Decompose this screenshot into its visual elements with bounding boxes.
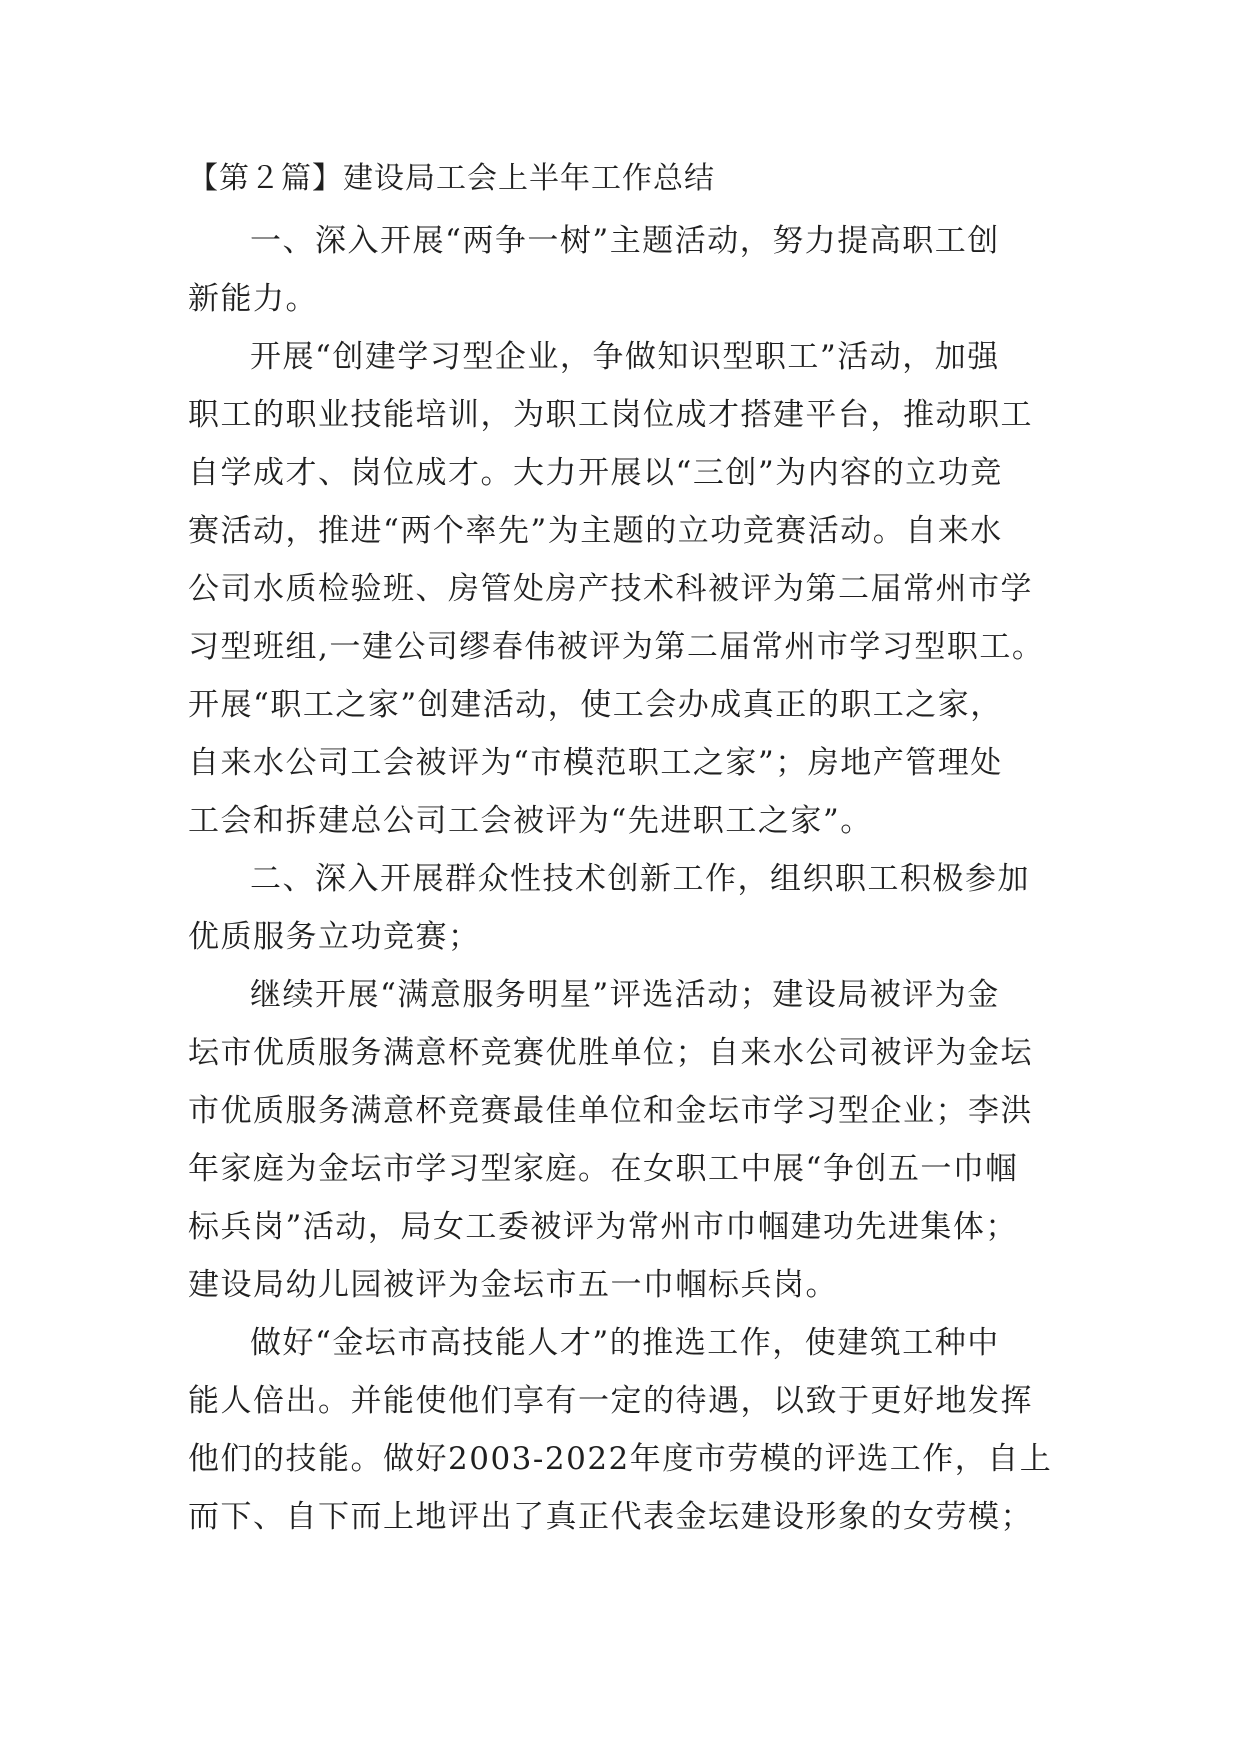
paragraph-2 bbox=[188, 328, 1068, 850]
paragraph-line: 开展“创建学习型企业，争做知识型职工”活动，加强 bbox=[250, 339, 1000, 375]
paragraph-line: 新能力。 bbox=[188, 281, 318, 317]
paragraph-line: 习型班组,一建公司缪春伟被评为第二届常州市学习型职工。 bbox=[188, 629, 1045, 665]
paragraph-5 bbox=[188, 1314, 1068, 1546]
paragraph-line: 一、深入开展“两争一树”主题活动，努力提高职工创 bbox=[250, 223, 1000, 259]
paragraph-line: 二、深入开展群众性技术创新工作，组织职工积极参加 bbox=[250, 861, 1030, 897]
paragraph-line: 他们的技能。做好2003-2022年度市劳模的评选工作，自上 bbox=[188, 1441, 1053, 1477]
paragraph-line: 赛活动，推进“两个率先”为主题的立功竞赛活动。自来水 bbox=[188, 513, 1003, 549]
paragraph-line: 职工的职业技能培训，为职工岗位成才搭建平台，推动职工 bbox=[188, 397, 1033, 433]
paragraph-line: 建设局幼儿园被评为金坛市五一巾帼标兵岗。 bbox=[188, 1267, 838, 1303]
paragraph-line: 坛市优质服务满意杯竞赛优胜单位；自来水公司被评为金坛 bbox=[188, 1035, 1033, 1071]
paragraph-line: 继续开展“满意服务明星”评选活动；建设局被评为金 bbox=[250, 977, 1000, 1013]
document-title: 【第２篇】建设局工会上半年工作总结 bbox=[188, 161, 715, 196]
paragraph-line: 自来水公司工会被评为“市模范职工之家”；房地产管理处 bbox=[188, 745, 1003, 781]
paragraph-line: 公司水质检验班、房管处房产技术科被评为第二届常州市学 bbox=[188, 571, 1033, 607]
paragraph-1 bbox=[188, 212, 1068, 328]
paragraph-line: 年家庭为金坛市学习型家庭。在女职工中展“争创五一巾帼 bbox=[188, 1151, 1018, 1187]
paragraph-line: 做好“金坛市高技能人才”的推选工作，使建筑工种中 bbox=[250, 1325, 1000, 1361]
paragraph-line: 开展“职工之家”创建活动，使工会办成真正的职工之家， bbox=[188, 687, 1003, 723]
paragraph-line: 标兵岗”活动，局女工委被评为常州市巾帼建功先进集体； bbox=[188, 1209, 1018, 1245]
paragraph-line: 而下、自下而上地评出了真正代表金坛建设形象的女劳模； bbox=[188, 1499, 1033, 1535]
paragraph-line: 工会和拆建总公司工会被评为“先进职工之家”。 bbox=[188, 803, 873, 839]
document-body bbox=[188, 162, 1068, 1546]
paragraph-line: 优质服务立功竞赛； bbox=[188, 919, 481, 955]
paragraph-line: 市优质服务满意杯竞赛最佳单位和金坛市学习型企业；李洪 bbox=[188, 1093, 1033, 1129]
paragraph-line: 能人倍出。并能使他们享有一定的待遇，以致于更好地发挥 bbox=[188, 1383, 1033, 1419]
paragraph-4 bbox=[188, 966, 1068, 1314]
paragraph-line: 自学成才、岗位成才。大力开展以“三创”为内容的立功竞 bbox=[188, 455, 1003, 491]
paragraph-3 bbox=[188, 850, 1068, 966]
